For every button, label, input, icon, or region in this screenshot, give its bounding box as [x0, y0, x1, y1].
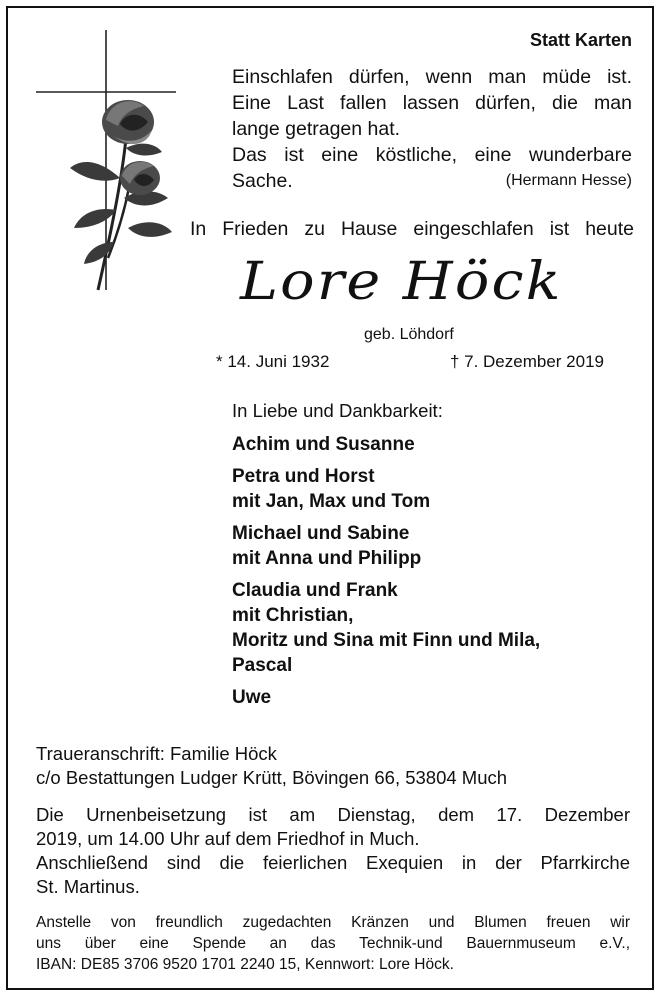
family-line: mit Anna und Philipp [232, 548, 422, 569]
thanks-line: In Liebe und Dankbarkeit: [232, 400, 443, 421]
family-group [232, 578, 540, 678]
death-date: † 7. Dezember 2019 [449, 352, 604, 371]
family-group [232, 685, 540, 710]
deceased-name: Lore Höck [240, 252, 563, 312]
maiden-name: geb. Löhdorf [364, 326, 454, 343]
family-list [232, 432, 540, 717]
birth-date: * 14. Juni 1932 [216, 352, 330, 371]
donation-line: Anstelle von freundlich zugedachten Kränzen und Blumen freuen wir [36, 914, 630, 931]
family-line: Michael und Sabine [232, 523, 410, 544]
family-line: mit Christian, [232, 605, 354, 626]
ceremony-line: Die Urnenbeisetzung ist am Dienstag, dem 17. Dezember [36, 804, 630, 825]
poem-line: Sache. [232, 170, 293, 192]
intro-text: In Frieden zu Hause eingeschlafen ist heute [190, 218, 634, 240]
life-dates [216, 352, 604, 372]
ceremony-line: Anschließend sind die feierlichen Exequien in der Pfarrkirche [36, 852, 630, 873]
ceremony-info [36, 803, 630, 899]
poem-line: Einschlafen dürfen, wenn man müde ist. [232, 66, 632, 88]
poem-line: Eine Last fallen lassen dürfen, die man [232, 92, 632, 114]
ceremony-line: St. Martinus. [36, 876, 140, 897]
poem-line: Das ist eine köstliche, eine wunderbare [232, 144, 632, 166]
family-line: Claudia und Frank [232, 580, 398, 601]
family-group [232, 464, 540, 514]
family-group [232, 521, 540, 571]
family-line: Uwe [232, 687, 272, 708]
poem-author: (Hermann Hesse) [505, 172, 632, 189]
family-group [232, 432, 540, 457]
family-line: mit Jan, Max und Tom [232, 491, 431, 512]
donation-line: uns über eine Spende an das Technik-und Bauernmuseum e.V., [36, 935, 630, 952]
address-line: Traueranschrift: Familie Höck [36, 743, 277, 764]
family-line: Petra und Horst [232, 466, 375, 487]
family-line: Pascal [232, 655, 293, 676]
mourning-address [36, 742, 507, 790]
statt-karten-label: Statt Karten [529, 30, 632, 50]
family-line: Achim und Susanne [232, 434, 415, 455]
poem-line: lange getragen hat. [232, 118, 401, 140]
donation-info [36, 912, 630, 975]
donation-line: IBAN: DE85 3706 9520 1701 2240 15, Kennwort: Lore Höck. [36, 956, 454, 973]
address-line: c/o Bestattungen Ludger Krütt, Bövingen 66, 53804 Much [36, 767, 508, 788]
cross-with-rose-icon [30, 28, 210, 298]
poem [232, 64, 632, 194]
family-line: Moritz und Sina mit Finn und Mila, [232, 630, 541, 651]
ceremony-line: 2019, um 14.00 Uhr auf dem Friedhof in Much. [36, 828, 420, 849]
